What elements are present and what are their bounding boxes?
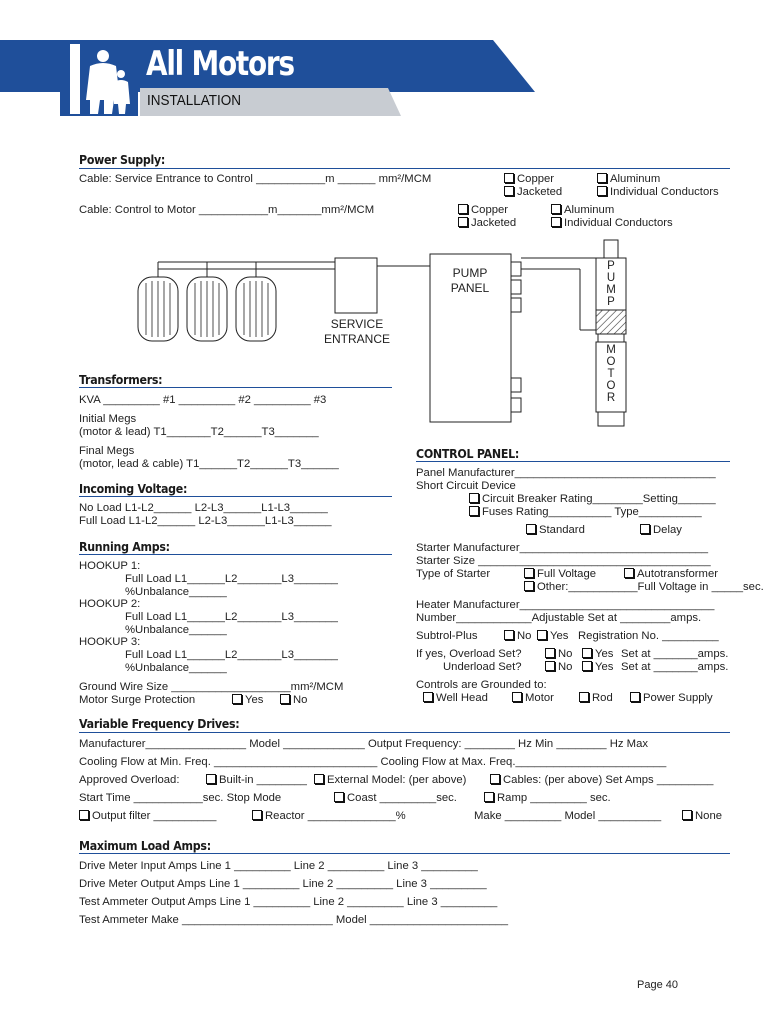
cable1-individual[interactable]: Individual Conductors bbox=[597, 186, 719, 199]
overload-set-at: Set at _______amps. bbox=[621, 648, 729, 660]
test-ammeter-output: Test Ammeter Output Amps Line 1 _________ Line 2 _________ Line 3 _________ bbox=[79, 896, 498, 908]
no-load-line: No Load L1-L2______ L2-L3______L1-L3______ bbox=[79, 502, 328, 514]
vfd-row-1: Manufacturer________________ Model _____________ Output Frequency: ________ Hz Min ________ Hz Max bbox=[79, 738, 649, 750]
starter-size: Starter Size _____________________________________ bbox=[416, 555, 711, 567]
checkbox-icon bbox=[232, 694, 242, 704]
builtin-option[interactable]: Built-in ________ bbox=[206, 774, 307, 787]
heater-manufacturer: Heater Manufacturer_______________________________ bbox=[416, 599, 715, 611]
overload-yes[interactable]: Yes bbox=[582, 648, 613, 661]
cable-control-line: Cable: Control to Motor ___________m_______mm²/MCM bbox=[79, 204, 375, 216]
output-filter-option[interactable]: Output filter __________ bbox=[79, 810, 216, 823]
service-entrance-label: SERVICE ENTRANCE bbox=[323, 317, 390, 346]
cable2-copper[interactable]: Copper bbox=[458, 204, 508, 217]
checkbox-icon bbox=[537, 630, 547, 640]
incoming-voltage-rule bbox=[79, 496, 392, 497]
full-voltage-option[interactable]: Full Voltage bbox=[524, 568, 596, 581]
max-load-rule bbox=[79, 853, 730, 854]
starter-manufacturer: Starter Manufacturer______________________________ bbox=[416, 542, 709, 554]
checkbox-icon bbox=[206, 774, 216, 784]
header-subtitle: INSTALLATION bbox=[147, 92, 242, 109]
checkbox-icon bbox=[512, 692, 522, 702]
grounded-rod[interactable]: Rod bbox=[579, 692, 613, 705]
checkbox-icon bbox=[280, 694, 290, 704]
running-amps-heading: Running Amps: bbox=[79, 540, 170, 554]
hookup-2-unbalance: %Unbalance______ bbox=[125, 624, 227, 636]
start-time-line: Start Time ___________sec. Stop Mode bbox=[79, 792, 282, 804]
drive-input-amps: Drive Meter Input Amps Line 1 _________ Line 2 _________ Line 3 _________ bbox=[79, 860, 478, 872]
hookup-1-unbalance: %Unbalance______ bbox=[125, 586, 227, 598]
grounded-motor[interactable]: Motor bbox=[512, 692, 554, 705]
surge-yes[interactable]: Yes bbox=[232, 694, 263, 707]
drive-output-amps: Drive Meter Output Amps Line 1 _________ Line 2 _________ Line 3 _________ bbox=[79, 878, 487, 890]
checkbox-icon bbox=[469, 493, 479, 503]
checkbox-icon bbox=[504, 630, 514, 640]
other-option[interactable]: Other:___________Full Voltage in _____sec. bbox=[524, 581, 764, 594]
checkbox-icon bbox=[423, 692, 433, 702]
checkbox-icon bbox=[545, 648, 555, 658]
full-load-line: Full Load L1-L2______ L2-L3______L1-L3______ bbox=[79, 515, 332, 527]
checkbox-icon bbox=[624, 568, 634, 578]
grounded-to-label: Controls are Grounded to: bbox=[416, 679, 547, 691]
underload-no[interactable]: No bbox=[545, 661, 572, 674]
checkbox-icon bbox=[314, 774, 324, 784]
checkbox-icon bbox=[334, 792, 344, 802]
checkbox-icon bbox=[682, 810, 692, 820]
subtrol-label: Subtrol-Plus bbox=[416, 630, 478, 642]
checkbox-icon bbox=[252, 810, 262, 820]
running-amps-rule bbox=[79, 554, 392, 555]
checkbox-icon bbox=[79, 810, 89, 820]
underload-label: Underload Set? bbox=[443, 661, 522, 673]
checkbox-icon bbox=[579, 692, 589, 702]
vfd-heading: Variable Frequency Drives: bbox=[79, 717, 240, 731]
approved-overload-label: Approved Overload: bbox=[79, 774, 180, 786]
hookup-1-label: HOOKUP 1: bbox=[79, 560, 141, 572]
underload-set-at: Set at _______amps. bbox=[621, 661, 729, 673]
autotransformer-option[interactable]: Autotransformer bbox=[624, 568, 718, 581]
final-megs-line: (motor, lead & cable) T1______T2______T3______ bbox=[79, 458, 339, 470]
checkbox-icon bbox=[630, 692, 640, 702]
hookup-3-label: HOOKUP 3: bbox=[79, 636, 141, 648]
hookup-2-label: HOOKUP 2: bbox=[79, 598, 141, 610]
overload-label: If yes, Overload Set? bbox=[416, 648, 522, 660]
coast-option[interactable]: Coast _________sec. bbox=[334, 792, 457, 805]
none-option[interactable]: None bbox=[682, 810, 722, 823]
control-panel-rule bbox=[416, 461, 730, 462]
control-panel-heading: CONTROL PANEL: bbox=[416, 447, 520, 461]
vfd-rule bbox=[79, 732, 730, 733]
motor-surge-label: Motor Surge Protection bbox=[79, 694, 196, 706]
surge-no[interactable]: No bbox=[280, 694, 307, 707]
checkbox-icon bbox=[469, 506, 479, 516]
short-circuit-label: Short Circuit Device bbox=[416, 480, 516, 492]
hookup-1-full: Full Load L1______L2_______L3_______ bbox=[125, 573, 338, 585]
initial-megs-line: (motor & lead) T1_______T2______T3_______ bbox=[79, 426, 319, 438]
cables-option[interactable]: Cables: (per above) Set Amps _________ bbox=[490, 774, 713, 787]
cable1-jacketed[interactable]: Jacketed bbox=[504, 186, 562, 199]
type-of-starter-label: Type of Starter bbox=[416, 568, 491, 580]
transformers-rule bbox=[79, 387, 392, 388]
checkbox-icon bbox=[524, 568, 534, 578]
cable2-jacketed[interactable]: Jacketed bbox=[458, 217, 516, 230]
cable2-aluminum[interactable]: Aluminum bbox=[551, 204, 614, 217]
grounded-power-supply[interactable]: Power Supply bbox=[630, 692, 713, 705]
max-load-heading: Maximum Load Amps: bbox=[79, 839, 211, 853]
kva-line: KVA _________ #1 _________ #2 _________ #3 bbox=[79, 394, 327, 406]
underload-yes[interactable]: Yes bbox=[582, 661, 613, 674]
vfd-row-2: Cooling Flow at Min. Freq. __________________________ Cooling Flow at Max. Freq.________________________ bbox=[79, 756, 667, 768]
checkbox-icon bbox=[582, 661, 592, 671]
power-supply-heading: Power Supply: bbox=[79, 153, 166, 167]
final-megs-label: Final Megs bbox=[79, 445, 135, 457]
reactor-option[interactable]: Reactor ______________% bbox=[252, 810, 406, 823]
cable1-copper[interactable]: Copper bbox=[504, 173, 554, 186]
fuses-option[interactable]: Fuses Rating__________ Type__________ bbox=[469, 506, 702, 519]
incoming-voltage-heading: Incoming Voltage: bbox=[79, 482, 188, 496]
cable2-individual[interactable]: Individual Conductors bbox=[551, 217, 673, 230]
checkbox-icon bbox=[484, 792, 494, 802]
make-model-line: Make _________ Model __________ bbox=[474, 810, 662, 822]
hookup-3-unbalance: %Unbalance______ bbox=[125, 662, 227, 674]
pump-label: P U M P bbox=[606, 260, 616, 308]
test-ammeter-make: Test Ammeter Make ________________________ Model ______________________ bbox=[79, 914, 509, 926]
heater-number: Number____________Adjustable Set at ________amps. bbox=[416, 612, 702, 624]
checkbox-icon bbox=[545, 661, 555, 671]
checkbox-icon bbox=[582, 648, 592, 658]
subtrol-no[interactable]: No bbox=[504, 630, 531, 643]
initial-megs-label: Initial Megs bbox=[79, 413, 137, 425]
grounded-well-head[interactable]: Well Head bbox=[423, 692, 488, 705]
ground-wire-line: Ground Wire Size ___________________mm²/MCM bbox=[79, 681, 344, 693]
checkbox-icon bbox=[640, 524, 650, 534]
page-number: Page 40 bbox=[637, 979, 678, 991]
checkbox-icon bbox=[490, 774, 500, 784]
cable1-aluminum[interactable]: Aluminum bbox=[597, 173, 660, 186]
header-title: All Motors bbox=[146, 44, 294, 84]
transformer-icon bbox=[138, 277, 276, 341]
transformers-heading: Transformers: bbox=[79, 373, 163, 387]
pump-panel-label: PUMP PANEL bbox=[450, 266, 490, 295]
ramp-option[interactable]: Ramp _________ sec. bbox=[484, 792, 611, 805]
circuit-breaker-option[interactable]: Circuit Breaker Rating________Setting______ bbox=[469, 493, 716, 506]
delay-option[interactable]: Delay bbox=[640, 524, 682, 537]
registration-number: Registration No. _________ bbox=[578, 630, 719, 642]
hookup-3-full: Full Load L1______L2_______L3_______ bbox=[125, 649, 338, 661]
subtrol-yes[interactable]: Yes bbox=[537, 630, 568, 643]
standard-option[interactable]: Standard bbox=[526, 524, 585, 537]
overload-no[interactable]: No bbox=[545, 648, 572, 661]
checkbox-icon bbox=[526, 524, 536, 534]
external-model-option[interactable]: External Model: (per above) bbox=[314, 774, 466, 787]
motor-label: M O T O R bbox=[606, 344, 616, 404]
hookup-2-full: Full Load L1______L2_______L3_______ bbox=[125, 611, 338, 623]
panel-manufacturer: Panel Manufacturer________________________________ bbox=[416, 467, 716, 479]
checkbox-icon bbox=[524, 581, 534, 591]
cable-service-line: Cable: Service Entrance to Control ___________m ______ mm²/MCM bbox=[79, 173, 432, 185]
